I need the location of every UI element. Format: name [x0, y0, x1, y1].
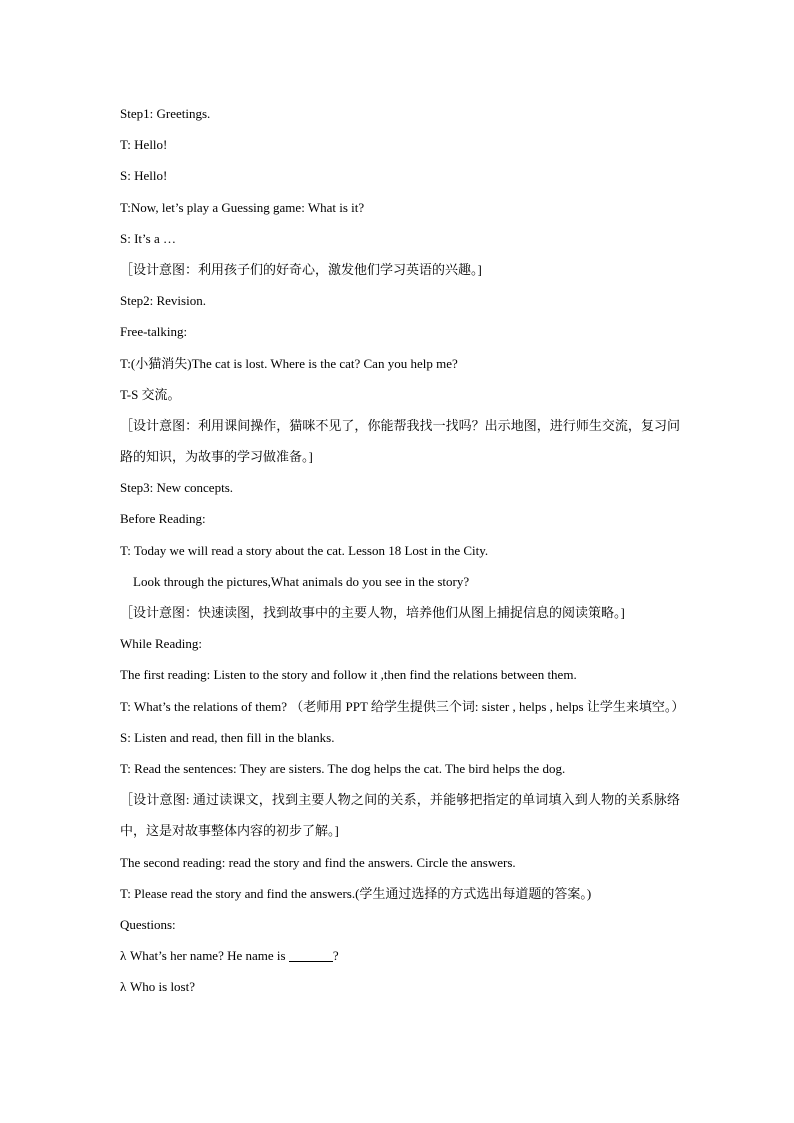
dialogue-line: T: What’s the relations of them? （老师用 PPT 给学生提供三个词: sister , helps , helps 让学生来填空。） [120, 698, 685, 714]
step3-heading: Step3: New concepts. [120, 480, 234, 496]
activity-line: The second reading: read the story and find the answers. Circle the answers. [120, 854, 516, 870]
dialogue-line: T:(小猫消失)The cat is lost. Where is the cat? Can you help me? [120, 355, 458, 371]
section-label: Before Reading: [120, 511, 206, 527]
dialogue-line: S: Listen and read, then fill in the blanks. [120, 729, 335, 745]
dialogue-line: T:Now, let’s play a Guessing game: What is it? [120, 199, 365, 215]
bullet-icon: λ [120, 979, 127, 995]
question-text: What’s her name? He name is [130, 948, 289, 964]
dialogue-line: T: Today we will read a story about the cat. Lesson 18 Lost in the City. [120, 542, 489, 558]
step1-heading: Step1: Greetings. [120, 106, 211, 121]
design-intent-note: ［设计意图：利用孩子们的好奇心，激发他们学习英语的兴趣。] [120, 261, 482, 277]
question-item [120, 940, 680, 971]
dialogue-line: T: Hello! [120, 137, 168, 153]
section-label: Free-talking: [120, 324, 188, 340]
dialogue-line: T: Read the sentences: They are sisters. The dog helps the cat. The bird helps the dog. [120, 760, 566, 776]
design-intent-note: ［设计意图：快速读图，找到故事中的主要人物，培养他们从图上捕捉信息的阅读策略。] [120, 605, 625, 621]
question-text: Who is lost? [130, 979, 195, 995]
document-body [120, 98, 685, 1003]
design-intent-note: ［设计意图：利用课间操作，猫咪不见了，你能帮我找一找吗？出示地图，进行师生交流，复习问路的知识，为故事的学习做准备。] [120, 417, 680, 465]
question-item [120, 971, 680, 1002]
bullet-icon: λ [120, 948, 127, 964]
question-end: ? [332, 948, 339, 964]
dialogue-line: Look through the pictures,What animals do you see in the story? [133, 573, 470, 589]
section-label: While Reading: [120, 636, 202, 652]
dialogue-line: S: Hello! [120, 168, 168, 184]
dialogue-line: S: It’s a … [120, 230, 176, 246]
dialogue-line: T: Please read the story and find the answers.(学生通过选择的方式选出每道题的答案。) [120, 885, 592, 901]
activity-line: T-S 交流。 [120, 386, 181, 402]
step2-heading: Step2: Revision. [120, 293, 206, 309]
answer-blank [289, 948, 333, 962]
section-label: Questions: [120, 916, 176, 932]
activity-line: The first reading: Listen to the story and follow it ,then find the relations between them. [120, 667, 577, 683]
design-intent-note: ［设计意图: 通过读课文，找到主要人物之间的关系，并能够把指定的单词填入到人物的关系脉络中，这是对故事整体内容的初步了解。] [120, 792, 680, 839]
